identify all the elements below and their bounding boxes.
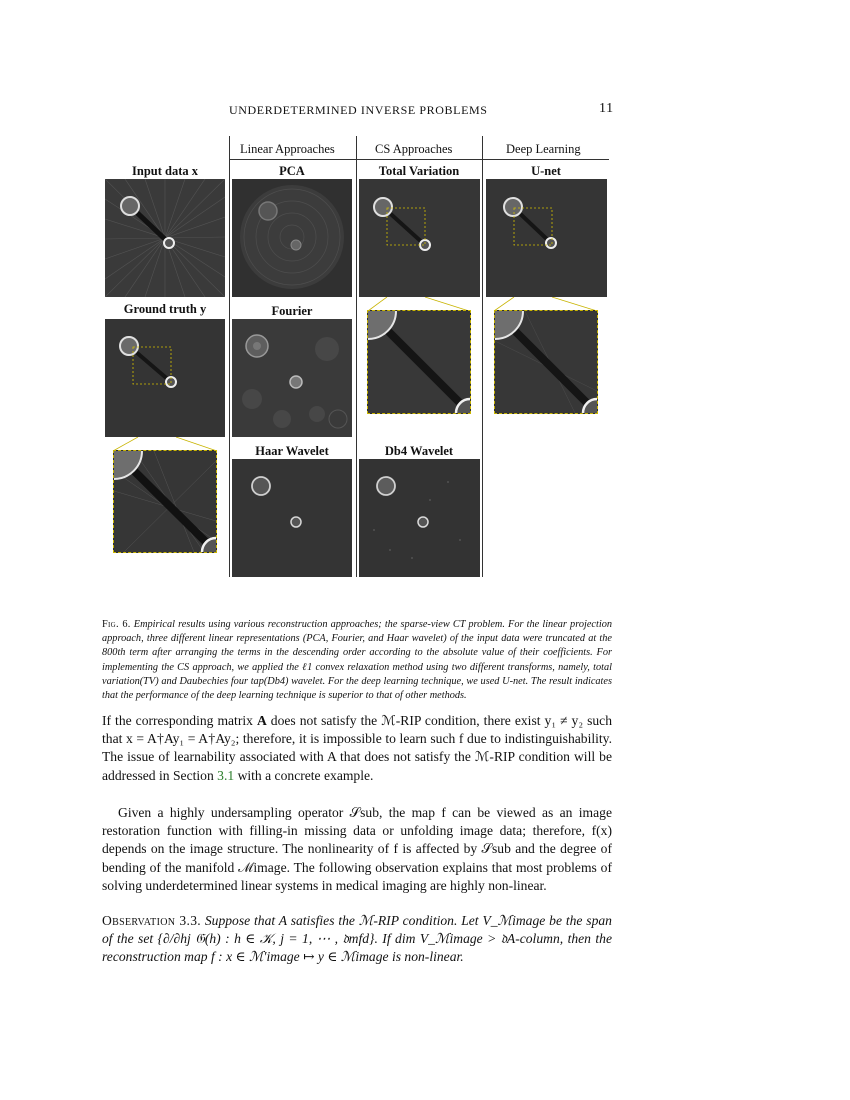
label-pca: PCA: [279, 164, 305, 178]
input-data-image: [105, 179, 225, 297]
label-db4: Db4 Wavelet: [384, 444, 454, 458]
total-variation-image: [359, 179, 480, 297]
unet-zoom-connector: [486, 297, 607, 311]
tv-zoom-connector: [359, 297, 480, 311]
observation-text: Suppose that A satisfies the ℳ-RIP condition. Let V_ℳimage be the span of the set {∂/∂hj 𝔊(h) : h ∈ 𝒦, j = 1, ⋯ , 𝔡mfd}. If dim V_ℳimage > 𝔡A-column, then the reconstruction map f : x ∈ ℳ′image ↦ y ∈ ℳimage is non-linear.: [102, 913, 612, 965]
observation-3-3: [102, 912, 612, 967]
column-header-linear: Linear Approaches: [240, 142, 335, 156]
figure-caption: [102, 618, 612, 703]
label-fourier: Fourier: [271, 304, 313, 318]
running-title: UNDERDETERMINED INVERSE PROBLEMS: [229, 103, 488, 117]
column-rule-3: [482, 136, 483, 577]
unet-zoom-image: [494, 310, 598, 414]
column-rule-1: [229, 136, 230, 577]
header-rule: [229, 159, 609, 160]
label-unet: U-net: [531, 164, 561, 178]
label-ground-truth: Ground truth y: [123, 302, 207, 316]
caption-label: Fig. 6.: [102, 619, 131, 630]
caption-text: Empirical results using various reconstruction approaches; the sparse-view CT problem. For the linear projection approach, three different linear representations (PCA, Fourier, and Haar wavelet) of the input data were truncated at the 800th term after arranging the terms in the descending order according to the absolute value of their coefficients. For implementing the CS approach, we applied the ℓ1 convex relaxation method using two different transforms, namely, total variation(TV) and Daubechies four tap(Db4) wavelet. For the deep learning technique, we used U-net. The result indicates that the performance of the deep learning technique is superior to that of other methods.: [102, 619, 613, 702]
ground-truth-zoom-image: [113, 450, 217, 553]
p1-part-a: If the corresponding matrix: [102, 713, 253, 728]
section-ref-link[interactable]: 3.1: [217, 767, 235, 783]
p1-part-d: with a concrete example.: [237, 767, 374, 783]
p1-part-c: y₁ ≠ y₂ such that x = A†Ay₁ = A†Ay₂; therefore, it is impossible to learn such f due to indistinguishability. The issue of learnability associated with A that does not satisfy the ℳ-RIP condition will be addressed in Section: [102, 713, 613, 783]
paragraph-2: Given a highly undersampling operator 𝒮sub, the map f can be viewed as an image restoration function with filling-in missing data or unfolding image data; therefore, f(x) depends on the image structure. The nonlinearity of f is affected by 𝒮sub and the degree of bending of the manifold ℳimage. The following observation explains that most problems of solving underdetermined linear systems in medical imaging are highly non-linear.: [102, 805, 612, 893]
observation-label: Observation 3.3.: [102, 913, 201, 928]
unet-image: [486, 179, 607, 297]
column-header-deep: Deep Learning: [506, 142, 581, 156]
total-variation-zoom-image: [367, 310, 471, 414]
label-total-variation: Total Variation: [378, 164, 460, 178]
db4-wavelet-image: [359, 459, 480, 577]
column-header-cs: CS Approaches: [375, 142, 453, 156]
paragraph-1: [102, 712, 612, 785]
page-number: 11: [599, 101, 614, 116]
haar-wavelet-image: [232, 459, 352, 577]
pca-image: [232, 179, 352, 297]
p1-part-b: does not satisfy the ℳ-RIP condition, there exist: [270, 713, 541, 728]
ground-truth-image: [105, 319, 225, 437]
column-rule-2: [356, 136, 357, 577]
fourier-image: [232, 319, 352, 437]
label-input: Input data x: [132, 164, 198, 178]
ground-truth-zoom-connector: [105, 437, 225, 451]
p1-matrix-a: A: [256, 713, 267, 728]
label-haar: Haar Wavelet: [255, 444, 329, 458]
